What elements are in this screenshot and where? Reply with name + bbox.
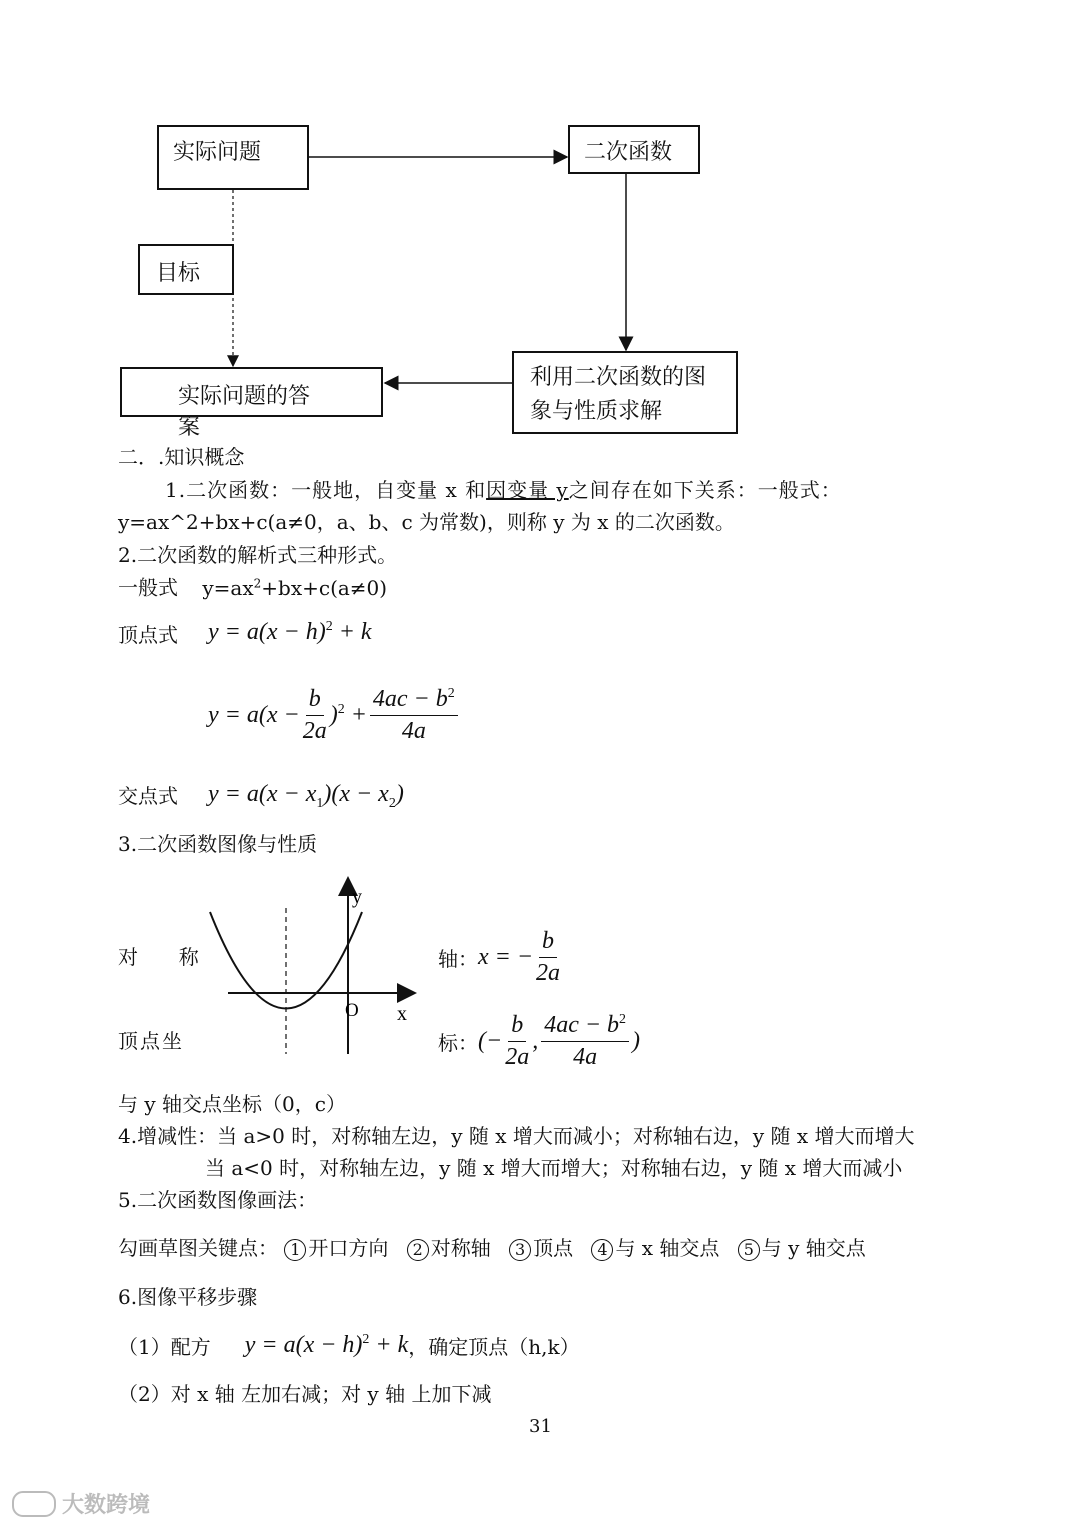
box-quadratic-function <box>568 125 700 174</box>
intercept-form-label: 交点式 <box>118 784 178 808</box>
circled-number-4: 4 <box>591 1239 613 1261</box>
box-solve-line2: 象与性质求解 <box>530 399 663 424</box>
vertex-form-formula: $y = a(x - h)^2 + k$ <box>208 619 372 645</box>
general-form-label: 一般式 <box>118 575 178 600</box>
circled-number-5: 5 <box>738 1239 760 1261</box>
step1-formula: $y = a(x - h)^2 + k$ <box>244 1332 409 1358</box>
item6-title: 6.图像平移步骤 <box>118 1285 258 1309</box>
circled-number-1: 1 <box>284 1239 306 1261</box>
watermark <box>12 1488 150 1519</box>
item3-title: 3.二次函数图像与性质 <box>118 832 318 856</box>
box-goal <box>138 244 234 295</box>
item2-title: 2.二次函数的解析式三种形式。 <box>118 543 398 567</box>
graph-origin-label: O <box>345 1000 359 1021</box>
box-quadratic-function-label: 二次函数 <box>584 140 673 165</box>
graph-x-label: x <box>397 1003 407 1025</box>
general-form-row <box>118 577 387 598</box>
vertex-form-expanded: y = a(x − $\frac{b}{2a}$ )$^2$ + $\frac{4ac - b^2}{4a}$ <box>208 686 461 745</box>
intercept-form-formula: $y = a(x - x_1)(x - x_2)$ <box>208 781 404 811</box>
circled-number-3: 3 <box>509 1239 531 1261</box>
item1-prefix: 1.二次函数：一般地，自变量 x 和 <box>165 478 487 502</box>
step1-suffix: ，确定顶点（h,k） <box>408 1335 580 1359</box>
step1-row <box>118 1331 580 1360</box>
item1-underlined: 因变量 y <box>486 478 569 502</box>
axis-of-symmetry: 轴： x = − $\frac{b}{2a}$ <box>438 928 561 986</box>
key-point-2: 2 对称轴 <box>407 1236 491 1260</box>
key-point-5: 5 与 y 轴交点 <box>738 1236 866 1260</box>
axis-label-right: 轴： <box>438 947 478 971</box>
item4-line1: 4.增减性：当 a>0 时，对称轴左边，y 随 x 增大而减小；对称轴右边，y 随 x 增大而增大 <box>118 1124 915 1148</box>
step2-text: （2）对 x 轴 左加右减；对 y 轴 上加下减 <box>118 1382 492 1406</box>
box-answer-label: 实际问题的答案 <box>178 384 311 440</box>
vertex-label-right: 标： <box>438 1031 478 1055</box>
axis-label-left: 对 称 <box>118 945 201 969</box>
box-goal-label: 目标 <box>156 261 201 286</box>
key-point-4: 4 与 x 轴交点 <box>591 1236 719 1260</box>
key-point-3: 3 顶点 <box>509 1236 573 1260</box>
step1-label: （1）配方 <box>118 1335 211 1359</box>
box-solve-line1: 利用二次函数的图 <box>530 365 707 390</box>
vertex-label-left: 顶点坐 <box>118 1029 184 1053</box>
item5-title: 5.二次函数图像画法： <box>118 1188 318 1212</box>
section-title: 二．.知识概念 <box>118 445 245 469</box>
vertex-coordinate: 标： (− $\frac{b}{2a}$ , $\frac{4ac - b^2}{4a}$ ) <box>438 1012 641 1070</box>
y-intercept-text: 与 y 轴交点坐标（0，c） <box>118 1092 346 1116</box>
graph-y-label: y <box>352 886 362 908</box>
item4-line2: 当 a<0 时，对称轴左边，y 随 x 增大而增大；对称轴右边，y 随 x 增大而减小 <box>205 1156 903 1180</box>
page-number: 31 <box>529 1416 552 1437</box>
circled-number-2: 2 <box>407 1239 429 1261</box>
item1-suffix: 之间存在如下关系：一般式： <box>568 478 842 502</box>
box-answer <box>120 367 383 440</box>
item1-line1 <box>165 480 842 500</box>
box-actual-problem <box>157 125 309 190</box>
general-form-formula: $y=ax^2+bx+c(a\ne 0)$ <box>202 575 388 600</box>
key-points-lead: 勾画草图关键点： <box>118 1236 278 1260</box>
box-actual-problem-label: 实际问题 <box>173 140 262 165</box>
item1-line2: y=ax^2+bx+c(a≠0，a、b、c 为常数)，则称 y 为 x 的二次函数。 <box>118 510 735 534</box>
parabola-graph <box>200 870 430 1060</box>
key-points-row <box>118 1238 866 1261</box>
watermark-logo-icon <box>12 1491 56 1517</box>
vertex-form-label: 顶点式 <box>118 623 178 647</box>
box-solve <box>512 351 738 434</box>
key-point-1: 1 开口方向 <box>284 1236 388 1260</box>
watermark-text: 大数跨境 <box>62 1493 151 1518</box>
